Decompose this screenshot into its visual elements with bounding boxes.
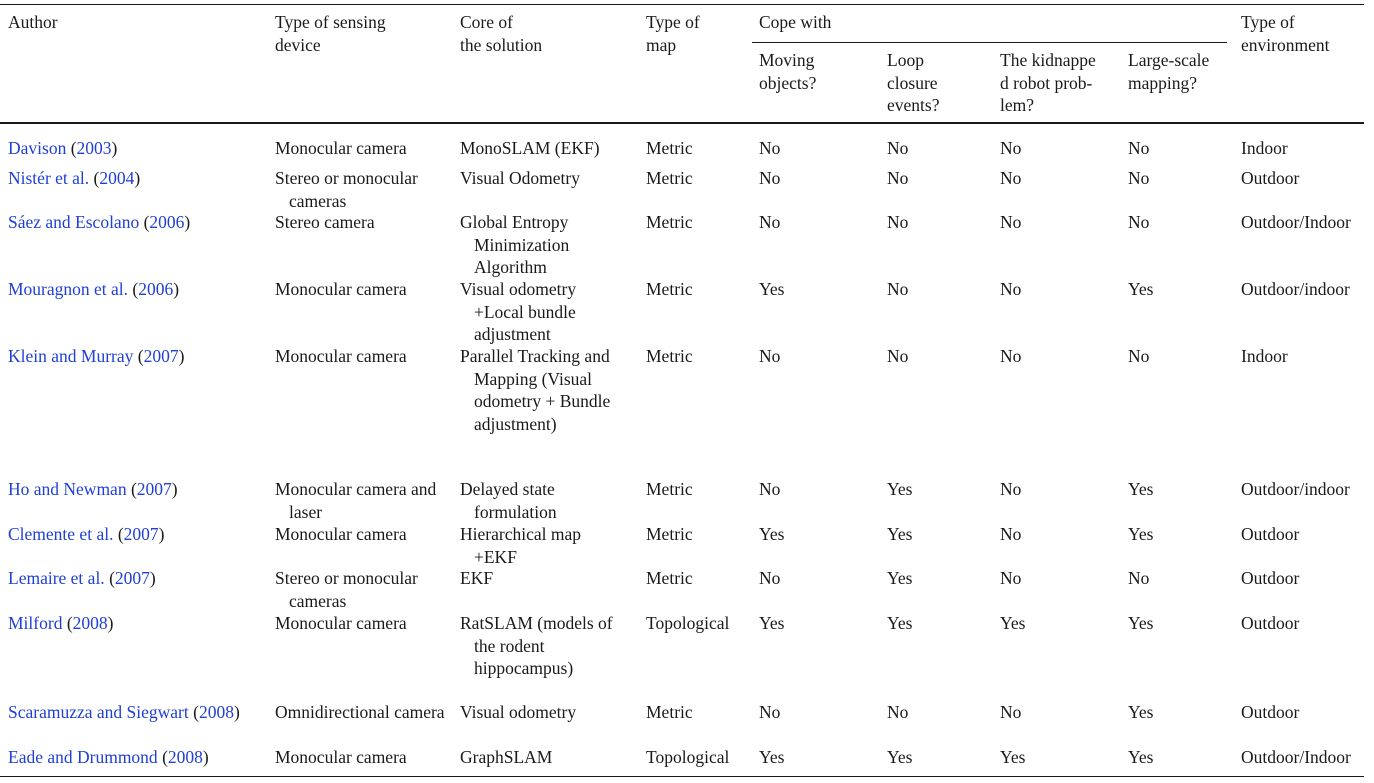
citation-year[interactable]: 2008 [72, 613, 108, 633]
core-cell: Delayed state formulation [460, 479, 557, 522]
header-author: Author [8, 12, 58, 32]
author-name[interactable]: Milford [8, 613, 63, 633]
map-cell: Metric [646, 346, 693, 366]
author-citation-link[interactable]: Ho and Newman (2007) [8, 479, 178, 499]
large-cell: Yes [1128, 702, 1154, 722]
loop-cell: Yes [887, 568, 913, 588]
sensing-cell: Monocular camera [275, 346, 407, 366]
citation-year[interactable]: 2006 [138, 279, 174, 299]
header-large-scale: Large-scale mapping? [1128, 50, 1210, 93]
citation-year[interactable]: 2003 [76, 138, 112, 158]
core-cell: Visual odometry +Local bundle adjustment [460, 279, 577, 344]
author-citation-link[interactable]: Klein and Murray (2007) [8, 346, 185, 366]
author-citation-link[interactable]: Nistér et al. (2004) [8, 168, 141, 188]
large-cell: Yes [1128, 747, 1154, 767]
header-sensing-device: Type of sensing device [275, 12, 386, 55]
env-cell: Outdoor/indoor [1241, 279, 1350, 299]
map-cell: Metric [646, 479, 693, 499]
kidnapped-cell: No [1000, 212, 1022, 232]
core-cell: Visual Odometry [460, 168, 580, 188]
env-cell: Indoor [1241, 138, 1288, 158]
sensing-cell: Monocular camera [275, 747, 407, 767]
map-cell: Metric [646, 702, 693, 722]
loop-cell: Yes [887, 747, 913, 767]
bottom-rule [0, 776, 1364, 777]
moving-cell: No [759, 346, 781, 366]
large-cell: Yes [1128, 524, 1154, 544]
kidnapped-cell: No [1000, 168, 1022, 188]
env-cell: Outdoor [1241, 168, 1300, 188]
map-cell: Metric [646, 568, 693, 588]
header-loop-closure: Loop closure events? [887, 50, 940, 115]
map-cell: Topological [646, 747, 730, 767]
author-citation-link[interactable]: Scaramuzza and Siegwart (2008) [8, 702, 240, 722]
header-moving-objects: Moving objects? [759, 50, 817, 93]
header-environment: Type of environment [1241, 12, 1330, 55]
sensing-cell: Monocular camera [275, 279, 407, 299]
env-cell: Outdoor/Indoor [1241, 747, 1351, 767]
env-cell: Indoor [1241, 346, 1288, 366]
top-rule [0, 4, 1364, 5]
core-cell: EKF [460, 568, 494, 588]
map-cell: Metric [646, 279, 693, 299]
moving-cell: Yes [759, 524, 785, 544]
loop-cell: Yes [887, 479, 913, 499]
author-citation-link[interactable]: Milford (2008) [8, 613, 114, 633]
map-cell: Topological [646, 613, 730, 633]
kidnapped-cell: No [1000, 479, 1022, 499]
env-cell: Outdoor [1241, 702, 1300, 722]
moving-cell: No [759, 702, 781, 722]
citation-year[interactable]: 2008 [198, 702, 234, 722]
sensing-cell: Monocular camera [275, 524, 407, 544]
kidnapped-cell: No [1000, 138, 1022, 158]
citation-year[interactable]: 2007 [114, 568, 150, 588]
env-cell: Outdoor/indoor [1241, 479, 1350, 499]
author-name[interactable]: Davison [8, 138, 67, 158]
author-citation-link[interactable]: Davison (2003) [8, 138, 118, 158]
core-cell: MonoSLAM (EKF) [460, 138, 600, 158]
citation-year[interactable]: 2006 [149, 212, 185, 232]
author-citation-link[interactable]: Sáez and Escolano (2006) [8, 212, 191, 232]
author-citation-link[interactable]: Mouragnon et al. (2006) [8, 279, 180, 299]
core-cell: Hierarchical map +EKF [460, 524, 581, 567]
large-cell: No [1128, 212, 1150, 232]
loop-cell: No [887, 138, 909, 158]
loop-cell: No [887, 168, 909, 188]
author-name[interactable]: Klein and Murray [8, 346, 134, 366]
moving-cell: Yes [759, 613, 785, 633]
author-citation-link[interactable]: Lemaire et al. (2007) [8, 568, 156, 588]
header-rule [0, 122, 1364, 124]
moving-cell: No [759, 168, 781, 188]
large-cell: No [1128, 568, 1150, 588]
header-kidnapped-robot: The kidnappe d robot prob- lem? [1000, 50, 1096, 115]
author-name[interactable]: Clemente et al. [8, 524, 114, 544]
large-cell: No [1128, 346, 1150, 366]
large-cell: Yes [1128, 479, 1154, 499]
core-cell: GraphSLAM [460, 747, 553, 767]
moving-cell: No [759, 212, 781, 232]
kidnapped-cell: No [1000, 524, 1022, 544]
moving-cell: Yes [759, 279, 785, 299]
loop-cell: Yes [887, 613, 913, 633]
loop-cell: No [887, 212, 909, 232]
env-cell: Outdoor [1241, 568, 1300, 588]
large-cell: Yes [1128, 279, 1154, 299]
map-cell: Metric [646, 138, 693, 158]
sensing-cell: Monocular camera and laser [275, 479, 437, 522]
author-name[interactable]: Ho and Newman [8, 479, 127, 499]
loop-cell: No [887, 346, 909, 366]
map-cell: Metric [646, 524, 693, 544]
author-citation-link[interactable]: Clemente et al. (2007) [8, 524, 165, 544]
author-name[interactable]: Lemaire et al. [8, 568, 105, 588]
moving-cell: No [759, 138, 781, 158]
kidnapped-cell: No [1000, 346, 1022, 366]
large-cell: No [1128, 168, 1150, 188]
moving-cell: No [759, 479, 781, 499]
sensing-cell: Stereo camera [275, 212, 375, 232]
citation-year[interactable]: 2007 [136, 479, 172, 499]
author-name[interactable]: Eade and Drummond [8, 747, 158, 767]
author-name[interactable]: Mouragnon et al. [8, 279, 129, 299]
moving-cell: No [759, 568, 781, 588]
kidnapped-cell: No [1000, 702, 1022, 722]
moving-cell: Yes [759, 747, 785, 767]
env-cell: Outdoor [1241, 613, 1300, 633]
sensing-cell: Monocular camera [275, 138, 407, 158]
loop-cell: No [887, 702, 909, 722]
core-cell: Parallel Tracking and Mapping (Visual odometry + Bundle adjustment) [460, 346, 611, 434]
core-cell: RatSLAM (models of the rodent hippocampus) [460, 613, 613, 678]
sensing-cell: Omnidirectional camera [275, 702, 445, 722]
header-cope-with: Cope with [759, 12, 832, 32]
map-cell: Metric [646, 212, 693, 232]
loop-cell: No [887, 279, 909, 299]
cope-with-rule [752, 42, 1227, 43]
header-core-solution: Core of the solution [460, 12, 543, 55]
author-name[interactable]: Scaramuzza and Siegwart [8, 702, 189, 722]
core-cell: Global Entropy Minimization Algorithm [460, 212, 570, 277]
kidnapped-cell: Yes [1000, 613, 1026, 633]
author-name[interactable]: Nistér et al. [8, 168, 90, 188]
loop-cell: Yes [887, 524, 913, 544]
citation-year[interactable]: 2007 [123, 524, 159, 544]
core-cell: Visual odometry [460, 702, 577, 722]
header-map-type: Type of map [646, 12, 700, 55]
sensing-cell: Stereo or monocular cameras [275, 568, 418, 611]
kidnapped-cell: No [1000, 568, 1022, 588]
author-citation-link[interactable]: Eade and Drummond (2008) [8, 747, 209, 767]
citation-year[interactable]: 2004 [99, 168, 135, 188]
kidnapped-cell: No [1000, 279, 1022, 299]
large-cell: Yes [1128, 613, 1154, 633]
env-cell: Outdoor/Indoor [1241, 212, 1351, 232]
kidnapped-cell: Yes [1000, 747, 1026, 767]
env-cell: Outdoor [1241, 524, 1300, 544]
citation-year[interactable]: 2008 [167, 747, 203, 767]
map-cell: Metric [646, 168, 693, 188]
sensing-cell: Monocular camera [275, 613, 407, 633]
citation-year[interactable]: 2007 [143, 346, 179, 366]
author-name[interactable]: Sáez and Escolano [8, 212, 140, 232]
large-cell: No [1128, 138, 1150, 158]
sensing-cell: Stereo or monocular cameras [275, 168, 418, 211]
